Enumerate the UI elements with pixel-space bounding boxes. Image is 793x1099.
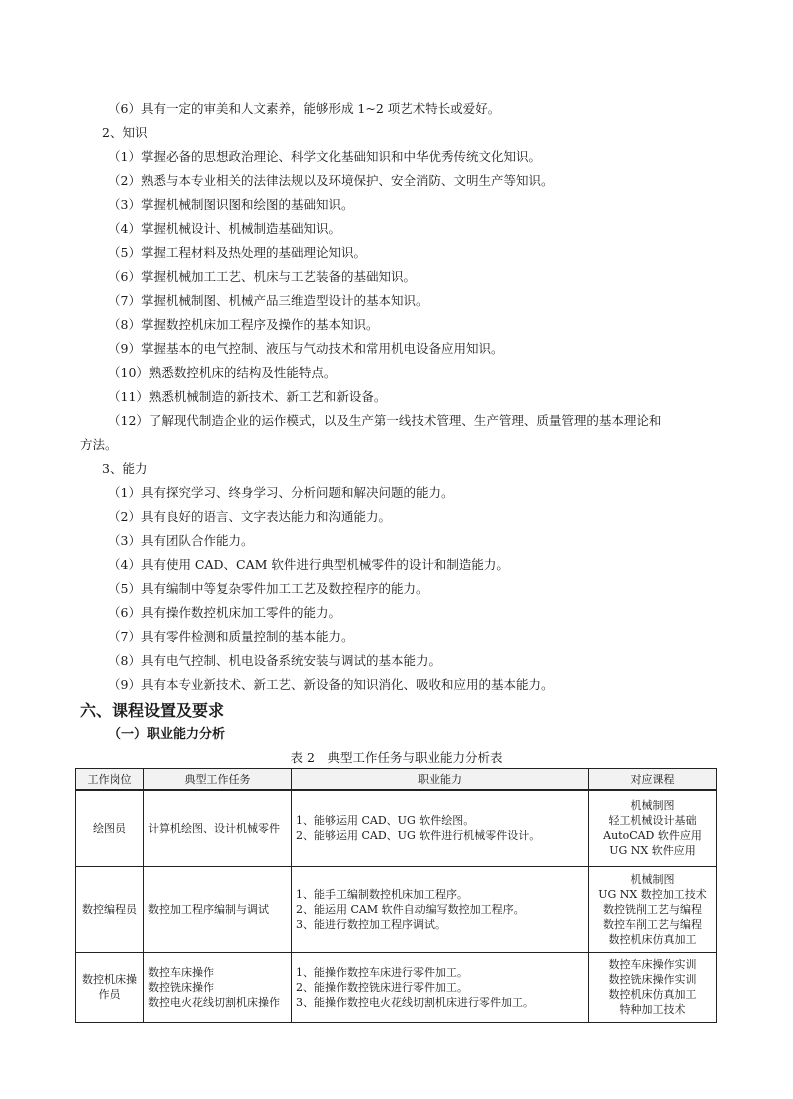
task-cell	[144, 790, 292, 866]
text-line: （11）熟悉机械制造的新技术、新工艺和新设备。	[108, 389, 387, 404]
ability-analysis-table	[75, 768, 717, 1023]
task-cell	[144, 952, 292, 1022]
course-item: AutoCAD 软件应用	[603, 829, 702, 843]
text-line: 方法。	[80, 437, 118, 452]
text-line: （4）具有使用 CAD、CAM 软件进行典型机械零件的设计和制造能力。	[108, 557, 509, 572]
header-ability: 职业能力	[292, 769, 589, 791]
course-item: UG NX 软件应用	[609, 844, 696, 858]
text-line: （9）具有本专业新技术、新工艺、新设备的知识消化、吸收和应用的基本能力。	[108, 677, 554, 692]
course-item: 数控车床操作实训	[608, 958, 697, 971]
text-line: （10）熟悉数控机床的结构及性能特点。	[108, 365, 337, 380]
text-line: （2）熟悉与本专业相关的法律法规以及环境保护、安全消防、文明生产等知识。	[108, 173, 554, 188]
course-item: 机械制图	[630, 872, 675, 886]
position-cell: 绘图员	[76, 790, 144, 866]
text-line: （3）掌握机械制图识图和绘图的基础知识。	[108, 197, 354, 212]
section-heading: 六、课程设置及要求	[80, 701, 225, 720]
text-line: （2）具有良好的语言、文字表达能力和沟通能力。	[108, 509, 391, 524]
course-item: 数控机床仿真加工	[608, 932, 697, 946]
section-label-ability: 3、能力	[102, 461, 148, 476]
ability-item: 2、能操作数控铣床进行零件加工。	[296, 980, 468, 994]
task-item: 数控电火花线切割机床操作	[148, 995, 280, 1009]
header-position: 工作岗位	[76, 769, 144, 791]
text-line: （6）具有操作数控机床加工零件的能力。	[108, 605, 341, 620]
position-cell: 数控机床操作员	[76, 952, 144, 1022]
ability-item: 1、能操作数控车床进行零件加工。	[296, 965, 468, 979]
task-item: 数控铣床操作	[148, 980, 214, 994]
header-task: 典型工作任务	[144, 769, 292, 791]
section-label-knowledge: 2、知识	[102, 125, 148, 140]
course-item: 数控车削工艺与编程	[603, 917, 702, 931]
position-cell: 数控编程员	[76, 866, 144, 952]
task-item: 数控车床操作	[148, 965, 214, 979]
ability-item: 3、能操作数控电火花线切割机床进行零件加工。	[296, 995, 534, 1009]
subsection-heading: （一）职业能力分析	[108, 727, 226, 742]
text-line: （12）了解现代制造企业的运作模式，以及生产第一线技术管理、生产管理、质量管理的基本理论和	[108, 413, 662, 428]
course-item: 机械制图	[630, 799, 675, 813]
table-row	[76, 790, 717, 866]
ability-item: 1、能手工编制数控机床加工程序。	[296, 887, 468, 901]
ability-cell	[292, 790, 589, 866]
text-line: （1）具有探究学习、终身学习、分析问题和解决问题的能力。	[108, 485, 454, 500]
course-cell	[589, 866, 717, 952]
text-line: （7）掌握机械制图、机械产品三维造型设计的基本知识。	[108, 293, 429, 308]
course-cell	[589, 790, 717, 866]
ability-item: 1、能够运用 CAD、UG 软件绘图。	[296, 814, 475, 828]
course-item: UG NX 数控加工技术	[598, 887, 707, 901]
table-row	[76, 952, 717, 1022]
course-cell	[589, 952, 717, 1022]
text-line: （8）具有电气控制、机电设备系统安装与调试的基本能力。	[108, 653, 441, 668]
text-line: （8）掌握数控机床加工程序及操作的基本知识。	[108, 317, 379, 332]
text-line: （9）掌握基本的电气控制、液压与气动技术和常用机电设备应用知识。	[108, 341, 504, 356]
ability-item: 3、能进行数控加工程序调试。	[296, 917, 446, 931]
table-caption: 表 2 典型工作任务与职业能力分析表	[290, 750, 503, 765]
ability-item: 2、能够运用 CAD、UG 软件进行机械零件设计。	[296, 829, 541, 843]
header-course: 对应课程	[589, 769, 717, 791]
ability-cell	[292, 952, 589, 1022]
text-line: （4）掌握机械设计、机械制造基础知识。	[108, 221, 341, 236]
course-item: 轻工机械设计基础	[608, 814, 697, 828]
text-line: （6）具有一定的审美和人文素养，能够形成 1~2 项艺术特长或爱好。	[108, 101, 501, 116]
task-item: 计算机绘图、设计机械零件	[148, 821, 280, 835]
course-item: 数控铣床操作实训	[608, 973, 697, 986]
course-item: 特种加工技术	[619, 1003, 686, 1016]
table-header-row	[76, 769, 717, 791]
text-line: （6）掌握机械加工工艺、机床与工艺装备的基础知识。	[108, 269, 416, 284]
text-line: （7）具有零件检测和质量控制的基本能力。	[108, 629, 354, 644]
table-row	[76, 866, 717, 952]
text-line: （5）掌握工程材料及热处理的基础理论知识。	[108, 245, 366, 260]
text-line: （5）具有编制中等复杂零件加工工艺及数控程序的能力。	[108, 581, 429, 596]
course-item: 数控铣削工艺与编程	[603, 902, 702, 916]
text-line: （3）具有团队合作能力。	[108, 533, 254, 548]
task-item: 数控加工程序编制与调试	[148, 902, 269, 916]
ability-item: 2、能运用 CAM 软件自动编写数控加工程序。	[296, 902, 525, 916]
ability-cell	[292, 866, 589, 952]
course-item: 数控机床仿真加工	[608, 988, 697, 1001]
task-cell	[144, 866, 292, 952]
text-line: （1）掌握必备的思想政治理论、科学文化基础知识和中华优秀传统文化知识。	[108, 149, 541, 164]
